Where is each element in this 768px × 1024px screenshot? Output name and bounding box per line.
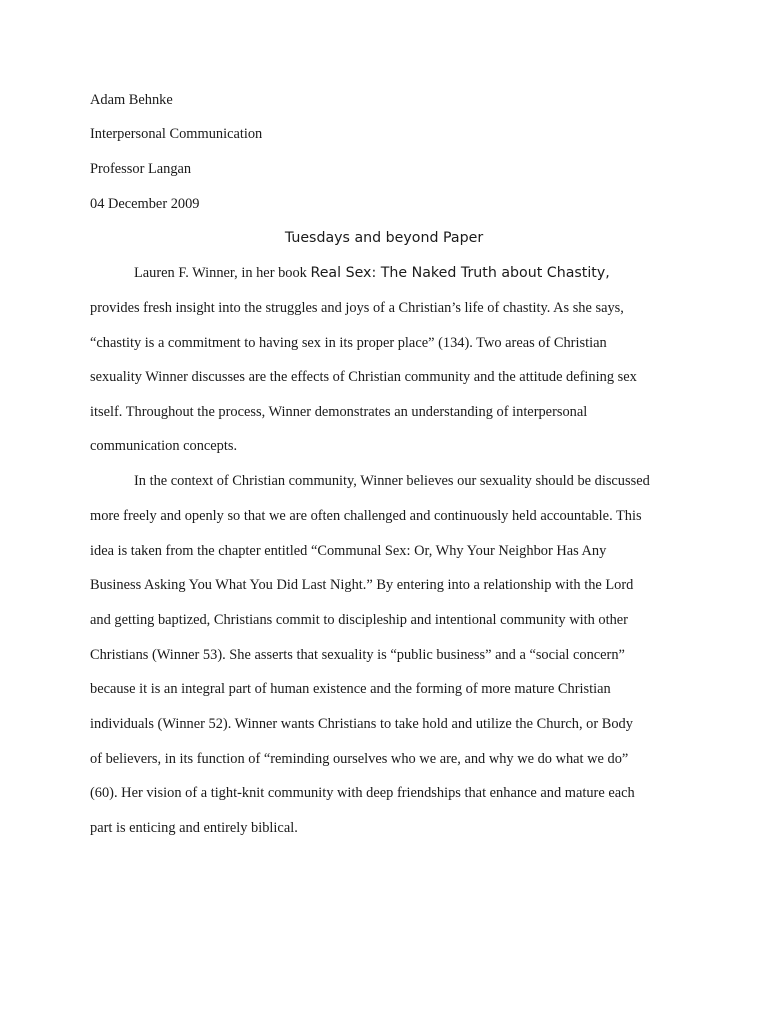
professor-name: Professor Langan — [90, 161, 192, 177]
paragraph-line: Christians (Winner 53). She asserts that sexuality is “public business” and a “social concern” — [90, 647, 625, 663]
paper-title: Tuesdays and beyond Paper — [284, 230, 484, 246]
paragraph-line: more freely and openly so that we are often challenged and continuously held accountable. This — [90, 508, 642, 524]
paragraph-line: provides fresh insight into the struggles and joys of a Christian’s life of chastity. As she says, — [90, 300, 624, 316]
paragraph-line: because it is an integral part of human existence and the forming of more mature Christian — [90, 681, 611, 697]
paragraph-line: itself. Throughout the process, Winner demonstrates an understanding of interpersonal — [90, 404, 588, 420]
paragraph-line: idea is taken from the chapter entitled “Communal Sex: Or, Why Your Neighbor Has Any — [90, 543, 607, 559]
paragraph-line: In the context of Christian community, Winner believes our sexuality should be discussed — [134, 473, 650, 489]
paragraph-line: and getting baptized, Christians commit to discipleship and intentional community with other — [90, 612, 628, 628]
paragraph-1-intro-text: Lauren F. Winner, in her book — [134, 265, 311, 281]
paragraph-1-line-1 — [134, 266, 610, 280]
paragraph-line: “chastity is a commitment to having sex in its proper place” (134). Two areas of Christian — [90, 335, 607, 351]
paragraph-line: of believers, in its function of “reminding ourselves who we are, and why we do what we do” — [90, 751, 629, 767]
paragraph-line: part is enticing and entirely biblical. — [90, 820, 298, 836]
paragraph-line: Business Asking You What You Did Last Night.” By entering into a relationship with the Lord — [90, 577, 634, 593]
paper-date: 04 December 2009 — [90, 196, 200, 212]
paragraph-line: sexuality Winner discusses are the effects of Christian community and the attitude defining sex — [90, 369, 637, 385]
paragraph-line: individuals (Winner 52). Winner wants Christians to take hold and utilize the Church, or Body — [90, 716, 633, 732]
paragraph-line: (60). Her vision of a tight-knit community with deep friendships that enhance and mature each — [90, 785, 635, 801]
course-name: Interpersonal Communication — [90, 126, 263, 142]
book-title: Real Sex: The Naked Truth about Chastity, — [310, 265, 610, 281]
paragraph-line: communication concepts. — [90, 438, 238, 454]
author-name: Adam Behnke — [90, 92, 173, 108]
